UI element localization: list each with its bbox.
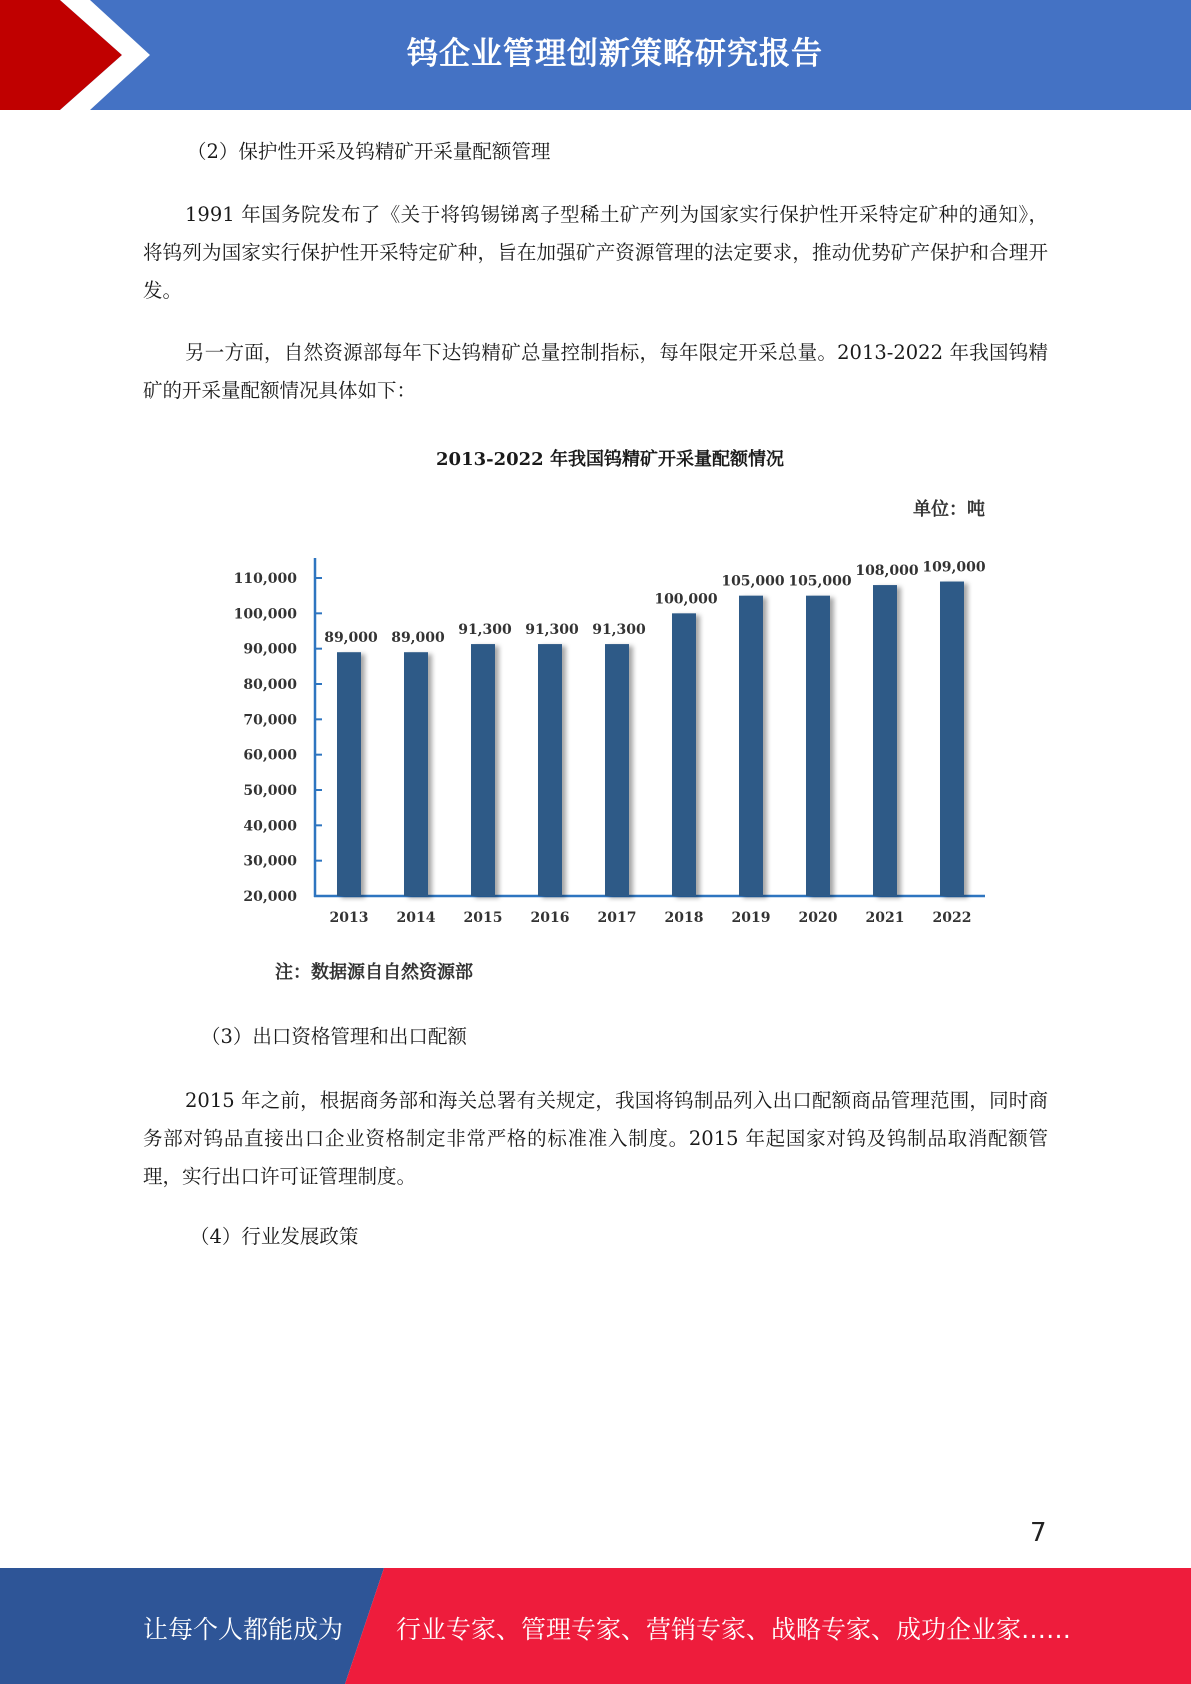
bar-value-label: 89,000 — [391, 630, 445, 647]
y-tick-label: 100,000 — [233, 606, 297, 623]
bar-value-label: 91,300 — [458, 622, 512, 639]
paragraph-s3-1: 2015 年之前，根据商务部和海关总署有关规定，我国将钨制品列入出口配额商品管理范围，同时商务部对钨品直接出口企业资格制定非常严格的标准准入制度。2015 年起国家对钨及钨制品取消配额管理，实行出口许可证管理制度。 — [143, 1089, 1048, 1188]
x-tick-label: 2019 — [731, 910, 771, 926]
y-tick-label: 30,000 — [243, 853, 297, 870]
x-tick-label: 2015 — [463, 910, 503, 926]
y-tick-label: 40,000 — [243, 818, 297, 835]
bar — [873, 585, 897, 896]
chart-plot — [230, 430, 1010, 950]
bar-value-label: 105,000 — [788, 573, 852, 590]
y-tick-label: 20,000 — [243, 889, 297, 905]
paragraph-s2-2: 另一方面，自然资源部每年下达钨精矿总量控制指标，每年限定开采总量。2013-2022 年我国钨精矿的开采量配额情况具体如下： — [143, 341, 1048, 402]
chart-note: 注：数据源自自然资源部 — [275, 962, 473, 983]
bar-value-label: 108,000 — [855, 563, 919, 580]
x-tick-label: 2014 — [396, 910, 436, 926]
x-tick-label: 2020 — [798, 910, 838, 926]
y-tick-label: 50,000 — [243, 783, 297, 799]
y-tick-label: 60,000 — [243, 747, 297, 764]
header-chevron-decoration — [0, 0, 160, 110]
footer-slogan-left: 让每个人都能成为 — [143, 1615, 344, 1644]
bar-value-label: 100,000 — [654, 591, 718, 608]
section-heading-4: （4）行业发展政策 — [190, 1225, 359, 1248]
bar-value-label: 109,000 — [922, 559, 986, 576]
bar — [672, 613, 696, 896]
page-header — [0, 0, 1191, 110]
y-tick-label: 80,000 — [243, 677, 297, 693]
page-footer — [0, 1568, 1191, 1684]
bar — [806, 596, 830, 896]
x-tick-label: 2013 — [329, 910, 369, 926]
section-heading-2: （2）保护性开采及钨精矿开采量配额管理 — [187, 140, 551, 163]
y-tick-label: 90,000 — [243, 641, 297, 658]
bar-value-label: 91,300 — [525, 622, 579, 639]
bar — [739, 596, 763, 896]
header-title: 钨企业管理创新策略研究报告 — [407, 36, 823, 72]
bar — [940, 582, 964, 896]
y-tick-label: 110,000 — [233, 571, 297, 587]
page-number: 7 — [1030, 1518, 1047, 1548]
bar-value-label: 105,000 — [721, 573, 785, 590]
x-tick-label: 2016 — [530, 910, 570, 926]
paragraph-s2-1: 1991 年国务院发布了《关于将钨锡锑离子型稀土矿产列为国家实行保护性开采特定矿种的通知》，将钨列为国家实行保护性开采特定矿种，旨在加强矿产资源管理的法定要求，推动优势矿产保护和合理开发。 — [143, 203, 1048, 302]
bar — [538, 644, 562, 896]
y-tick-label: 70,000 — [243, 712, 297, 729]
bar-value-label: 89,000 — [324, 630, 378, 647]
x-tick-label: 2018 — [664, 910, 704, 926]
bar — [471, 644, 495, 896]
bar-chart — [230, 430, 1010, 990]
chart-unit: 单位：吨 — [913, 499, 985, 520]
section-heading-3: （3）出口资格管理和出口配额 — [201, 1025, 467, 1048]
bar-value-label: 91,300 — [592, 622, 646, 639]
footer-slogan-right: 行业专家、管理专家、营销专家、战略专家、成功企业家…… — [396, 1615, 1072, 1644]
chart-title: 2013-2022 年我国钨精矿开采量配额情况 — [436, 449, 784, 470]
bar — [605, 644, 629, 896]
x-tick-label: 2021 — [865, 910, 905, 926]
bar — [337, 652, 361, 896]
x-tick-label: 2017 — [597, 910, 637, 926]
x-tick-label: 2022 — [932, 910, 972, 926]
bar — [404, 652, 428, 896]
